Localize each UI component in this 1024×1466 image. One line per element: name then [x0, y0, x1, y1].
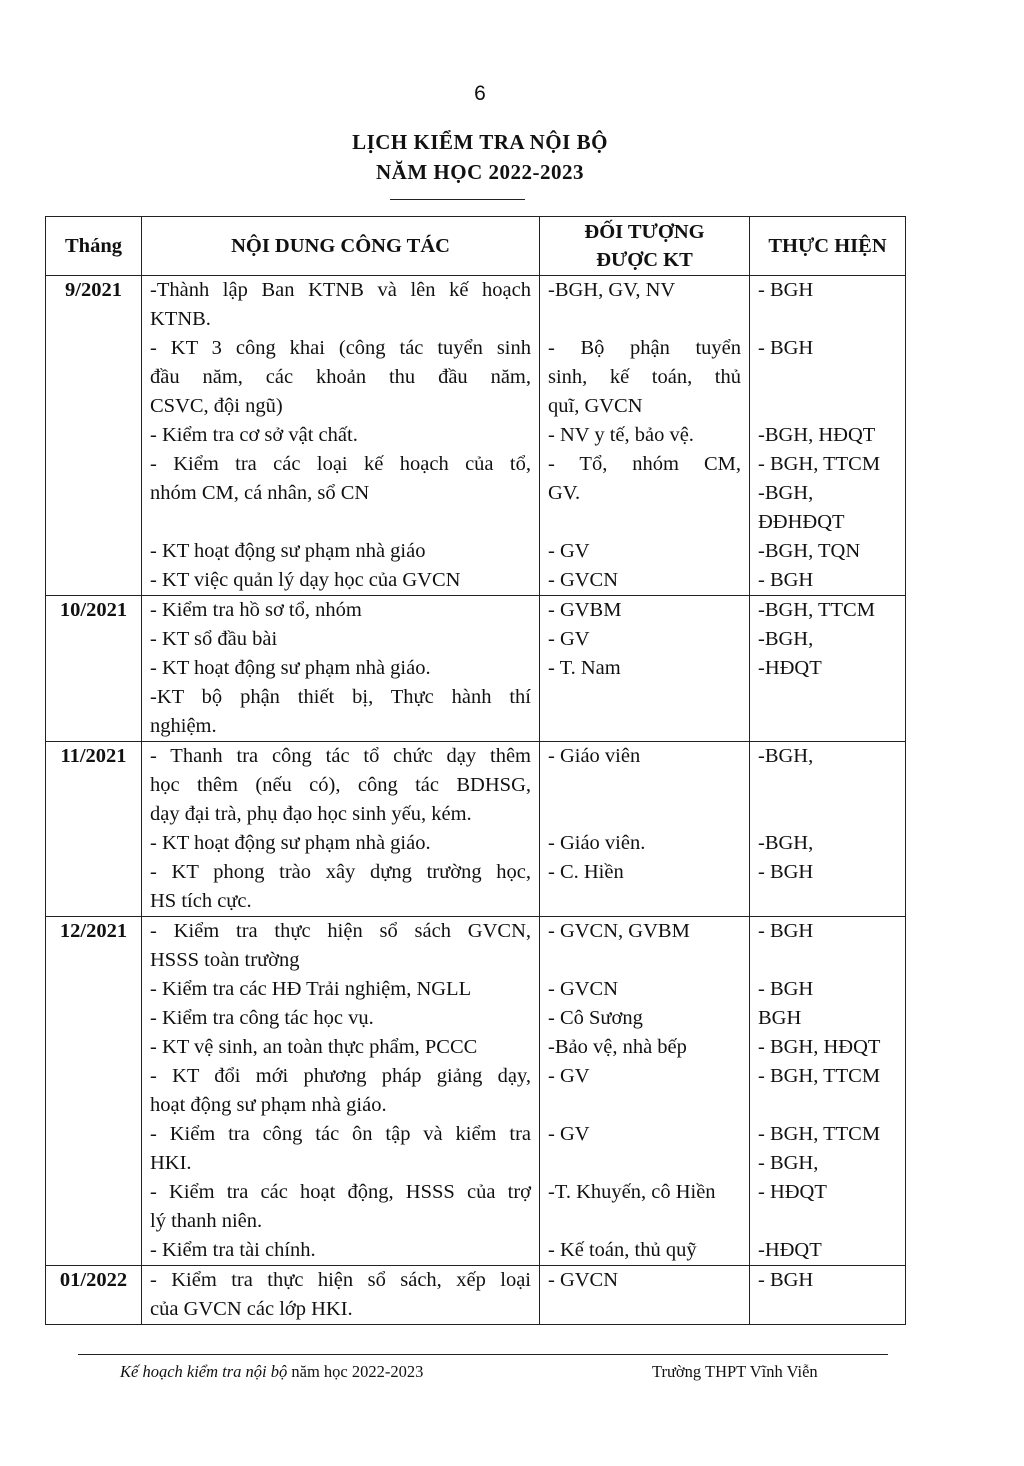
executor-line: - BGH [758, 337, 814, 359]
content-cell [142, 1266, 540, 1325]
content-line: - Kiểm tra thực hiện sổ sách GVCN, [150, 920, 531, 942]
target-line [548, 1207, 741, 1236]
target-line: -BGH, GV, NV [548, 279, 676, 301]
content-line: đầu năm, các khoản thu đầu năm, [150, 366, 531, 388]
executor-line [758, 887, 897, 916]
month-cell: 11/2021 [46, 742, 142, 917]
content-line: - Kiểm tra công tác ôn tập và kiểm tra [150, 1123, 531, 1145]
executor-line: -BGH, TQN [758, 540, 861, 562]
content-line: HSSS toàn trường [150, 949, 300, 971]
executor-line: - BGH, TTCM [758, 1123, 881, 1145]
executor-line: ĐĐHĐQT [758, 511, 845, 533]
executor-cell [750, 596, 906, 742]
footer-plan-year: năm học 2022-2023 [291, 1362, 424, 1381]
executor-cell [750, 1266, 906, 1325]
target-line: - GV [548, 540, 590, 562]
executor-line [758, 683, 897, 712]
executor-line [758, 1295, 897, 1324]
target-line: - Giáo viên. [548, 832, 646, 854]
target-line [548, 887, 741, 916]
executor-cell [750, 276, 906, 596]
header-content: NỘI DUNG CÔNG TÁC [142, 217, 540, 276]
executor-line [758, 771, 897, 800]
footer-plan-title [120, 1362, 423, 1382]
executor-cell [750, 917, 906, 1266]
executor-line: - BGH, TTCM [758, 453, 881, 475]
target-cell [540, 917, 750, 1266]
header-executor: THỰC HIỆN [750, 217, 906, 276]
target-line [548, 508, 741, 537]
executor-line: -HĐQT [758, 657, 822, 679]
executor-line: - BGH, TTCM [758, 1065, 881, 1087]
target-line: - Bộ phận tuyển [548, 337, 741, 359]
target-line: - Kế toán, thủ quỹ [548, 1239, 697, 1261]
target-line [548, 1091, 741, 1120]
content-line: CSVC, đội ngũ) [150, 395, 283, 417]
page-number: 6 [474, 82, 486, 105]
content-line: -Thành lập Ban KTNB và lên kế hoạch [150, 279, 531, 301]
content-line: - Kiểm tra tài chính. [150, 1239, 316, 1261]
target-cell [540, 1266, 750, 1325]
table-row [46, 917, 906, 1266]
content-line: dạy đại trà, phụ đạo học sinh yếu, kém. [150, 803, 472, 825]
content-line: - Kiểm tra các hoạt động, HSSS của trợ [150, 1181, 531, 1203]
target-line [548, 683, 741, 712]
content-line: hoạt động sư phạm nhà giáo. [150, 1094, 387, 1116]
executor-line [758, 392, 897, 421]
content-line: - KT hoạt động sư phạm nhà giáo. [150, 832, 431, 854]
target-cell [540, 276, 750, 596]
executor-line: -HĐQT [758, 1239, 822, 1261]
content-line: - Kiểm tra công tác học vụ. [150, 1007, 374, 1029]
target-line: - GV [548, 628, 590, 650]
executor-line [758, 305, 897, 334]
target-line: -Bảo vệ, nhà bếp [548, 1036, 687, 1058]
table-row [46, 276, 906, 596]
executor-line [758, 1207, 897, 1236]
executor-line: - BGH [758, 569, 814, 591]
table-row [46, 742, 906, 917]
executor-line: - BGH [758, 1269, 814, 1291]
target-line: - GVCN [548, 1269, 619, 1291]
content-line: -KT bộ phận thiết bị, Thực hành thí [150, 686, 531, 708]
target-line: sinh, kế toán, thủ [548, 366, 741, 388]
footer-divider [78, 1354, 888, 1355]
content-line: - KT phong trào xây dựng trường học, [150, 861, 531, 883]
content-line: - Kiểm tra thực hiện sổ sách, xếp loại [150, 1269, 531, 1291]
target-line: - C. Hiền [548, 861, 624, 883]
target-line: quĩ, GVCN [548, 395, 643, 417]
executor-line: -BGH, TTCM [758, 599, 875, 621]
header-month: Tháng [46, 217, 142, 276]
target-line [548, 771, 741, 800]
month-cell: 9/2021 [46, 276, 142, 596]
executor-cell [750, 742, 906, 917]
content-line: KTNB. [150, 308, 211, 330]
executor-line: - BGH, HĐQT [758, 1036, 881, 1058]
month-cell: 10/2021 [46, 596, 142, 742]
content-line: - KT đổi mới phương pháp giảng dạy, [150, 1065, 531, 1087]
content-line: - Kiểm tra các loại kế hoạch của tổ, [150, 453, 531, 475]
footer-school-name: Trường THPT Vĩnh Viễn [652, 1362, 818, 1381]
target-line [548, 946, 741, 975]
executor-line [758, 800, 897, 829]
content-line [150, 508, 531, 537]
title-underline [390, 199, 525, 200]
page-subtitle: NĂM HỌC 2022-2023 [376, 160, 584, 184]
executor-line: -BGH, [758, 745, 814, 767]
month-cell: 01/2022 [46, 1266, 142, 1325]
content-line: - KT 3 công khai (công tác tuyển sinh [150, 337, 531, 359]
target-cell [540, 742, 750, 917]
executor-line: - BGH [758, 279, 814, 301]
executor-line: -BGH, [758, 482, 814, 504]
target-line: - GV [548, 1123, 590, 1145]
executor-line [758, 363, 897, 392]
content-line: - KT sổ đầu bài [150, 628, 278, 650]
target-line: - GVCN [548, 978, 619, 1000]
content-line: lý thanh niên. [150, 1210, 263, 1232]
executor-line: -BGH, HĐQT [758, 424, 876, 446]
target-line: - GVCN, GVBM [548, 920, 690, 942]
page-title: LỊCH KIỂM TRA NỘI BỘ [352, 130, 608, 154]
executor-line: -BGH, [758, 832, 814, 854]
target-line: - Cô Sương [548, 1007, 643, 1029]
content-line: của GVCN các lớp HKI. [150, 1298, 353, 1320]
content-cell [142, 917, 540, 1266]
target-line: - NV y tế, bảo vệ. [548, 424, 694, 446]
executor-line [758, 712, 897, 741]
footer-plan-title-italic: Kế hoạch kiểm tra nội bộ [120, 1362, 288, 1381]
content-cell [142, 596, 540, 742]
table-row [46, 596, 906, 742]
header-target-line1: ĐỐI TƯỢNG [584, 221, 705, 243]
executor-line [758, 1091, 897, 1120]
content-cell [142, 276, 540, 596]
executor-line: -BGH, [758, 628, 814, 650]
content-line: nghiệm. [150, 715, 217, 737]
content-line: HKI. [150, 1152, 192, 1174]
content-cell [142, 742, 540, 917]
target-line [548, 800, 741, 829]
executor-line: - BGH [758, 920, 814, 942]
executor-line [758, 946, 897, 975]
executor-line: - BGH, [758, 1152, 819, 1174]
content-line: - Thanh tra công tác tổ chức dạy thêm [150, 745, 531, 767]
target-line: - T. Nam [548, 657, 621, 679]
content-line: - Kiểm tra hồ sơ tổ, nhóm [150, 599, 362, 621]
target-line: - GV [548, 1065, 590, 1087]
target-line: - GVCN [548, 569, 619, 591]
month-cell: 12/2021 [46, 917, 142, 1266]
content-line: - KT vệ sinh, an toàn thực phẩm, PCCC [150, 1036, 478, 1058]
target-line: GV. [548, 482, 581, 504]
content-line: - KT việc quản lý dạy học của GVCN [150, 569, 461, 591]
inspection-schedule-table [45, 216, 906, 1325]
target-line [548, 305, 741, 334]
target-line [548, 1295, 741, 1324]
target-line: - Giáo viên [548, 745, 641, 767]
target-line: -T. Khuyến, cô Hiền [548, 1181, 716, 1203]
target-line: - GVBM [548, 599, 622, 621]
table-header-row [46, 217, 906, 276]
content-line: HS tích cực. [150, 890, 252, 912]
content-line: - Kiểm tra cơ sở vật chất. [150, 424, 358, 446]
target-line [548, 1149, 741, 1178]
content-line: - KT hoạt động sư phạm nhà giáo. [150, 657, 431, 679]
header-target [540, 217, 750, 276]
content-line: học thêm (nếu có), công tác BDHSG, [150, 774, 531, 796]
target-line [548, 712, 741, 741]
content-line: nhóm CM, cá nhân, sổ CN [150, 482, 370, 504]
content-line: - KT hoạt động sư phạm nhà giáo [150, 540, 426, 562]
executor-line: - HĐQT [758, 1181, 827, 1203]
table-row [46, 1266, 906, 1325]
target-cell [540, 596, 750, 742]
content-line: - Kiểm tra các HĐ Trải nghiệm, NGLL [150, 978, 472, 1000]
executor-line: - BGH [758, 978, 814, 1000]
executor-line: - BGH [758, 861, 814, 883]
header-target-line2: ĐƯỢC KT [596, 249, 693, 271]
target-line: - Tổ, nhóm CM, [548, 453, 741, 475]
executor-line: BGH [758, 1007, 802, 1029]
